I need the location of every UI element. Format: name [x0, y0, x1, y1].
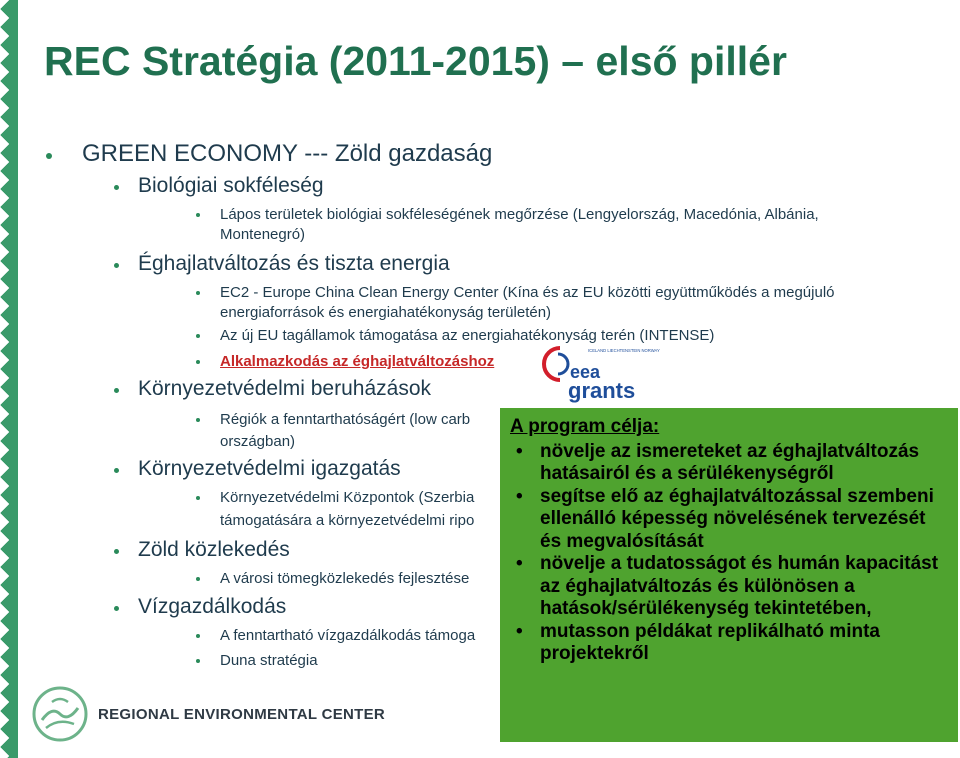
outline-climate: Éghajlatváltozás és tiszta energia: [138, 252, 450, 275]
bullet-dot: [196, 360, 200, 364]
outline-climate-item1-line2: energiaforrások és energiahatékonyság területén): [220, 304, 552, 321]
decorative-zigzag-border: [0, 0, 18, 758]
eea-grants-logo: [546, 346, 660, 403]
outline-climate-item1-line1: EC2 - Europe China Clean Energy Center (Kína és az EU közötti együttműködés a megújuló: [220, 284, 835, 301]
outline-bio-item-line2: Montenegró): [220, 226, 306, 243]
program-goal-item: • növelje a tudatosságot és humán kapacitást az éghajlatváltozás és különösen a hatások/sérülékenység tekintetében,: [510, 553, 948, 621]
slide-title: REC Stratégia (2011-2015) – első pillér: [44, 38, 787, 84]
outline-water-item2: Duna stratégia: [220, 652, 318, 669]
bullet-dot: [196, 213, 200, 217]
bullet-dot: [196, 334, 200, 338]
outline-env-governance: Környezetvédelmi igazgatás: [138, 457, 401, 480]
rec-org-name: REGIONAL ENVIRONMENTAL CENTER: [98, 706, 386, 723]
outline-env-invest-item-line1: Régiók a fenntarthatóságért (low carb: [220, 411, 471, 428]
outline-env-gov-item-line2: támogatására a környezetvédelmi ripo: [220, 512, 475, 529]
bullet-dot: [196, 291, 200, 295]
program-goal-item: • segítse elő az éghajlatváltozással szembeni ellenálló képesség növelésének tervezését és megvalósítását: [510, 486, 948, 554]
outline-biodiversity: Biológiai sokféleség: [138, 174, 324, 197]
eea-countries-text: ICELAND LIECHTENSTEIN NORWAY: [588, 348, 660, 353]
bullet-dot: [114, 185, 119, 190]
eea-word: eea: [570, 362, 601, 382]
outline-env-gov-item-line1: Környezetvédelmi Központok (Szerbia: [220, 489, 475, 506]
outline-water-item1: A fenntartható vízgazdálkodás támoga: [220, 627, 476, 644]
bullet-dot: [114, 549, 119, 554]
outline-climate-item2: Az új EU tagállamok támogatása az energiahatékonyság terén (INTENSE): [220, 327, 715, 344]
eea-blue-arc-icon: [558, 354, 568, 374]
program-goal-title: A program célja:: [510, 416, 660, 437]
bullet-dot: [196, 496, 200, 500]
bullet-dot: [114, 606, 119, 611]
program-goal-item: • mutasson példákat replikálható minta projektekről: [510, 621, 948, 666]
rec-logo-icon: [30, 684, 90, 744]
program-goal-list: [510, 441, 948, 666]
bullet-dot: [114, 263, 119, 268]
outline-transport-item: A városi tömegközlekedés fejlesztése: [220, 570, 470, 587]
outline-green-economy: GREEN ECONOMY --- Zöld gazdaság: [82, 140, 493, 167]
adaptation-link[interactable]: Alkalmazkodás az éghajlatváltozáshoz: [220, 353, 495, 370]
bullet-dot: [196, 659, 200, 663]
eea-red-arc-icon: [544, 348, 560, 380]
bullet-dot: [114, 388, 119, 393]
bullet-dot: [196, 577, 200, 581]
outline-water: Vízgazdálkodás: [138, 595, 287, 618]
program-goal-item: • növelje az ismereteket az éghajlatváltozás hatásairól és a sérülékenységről: [510, 441, 948, 486]
outline-green-transport: Zöld közlekedés: [138, 538, 290, 561]
bullet-dot: [196, 634, 200, 638]
bullet-dot: [114, 468, 119, 473]
outline-env-investments: Környezetvédelmi beruházások: [138, 377, 431, 400]
program-goal-box: [500, 408, 958, 742]
bullet-dot: [196, 418, 200, 422]
grants-word: grants: [568, 378, 636, 403]
bullet-dot: [46, 153, 52, 159]
outline-bio-item-line1: Lápos területek biológiai sokféleségének megőrzése (Lengyelország, Macedónia, Albánia,: [220, 206, 819, 223]
outline-env-invest-item-line2: országban): [220, 433, 296, 450]
